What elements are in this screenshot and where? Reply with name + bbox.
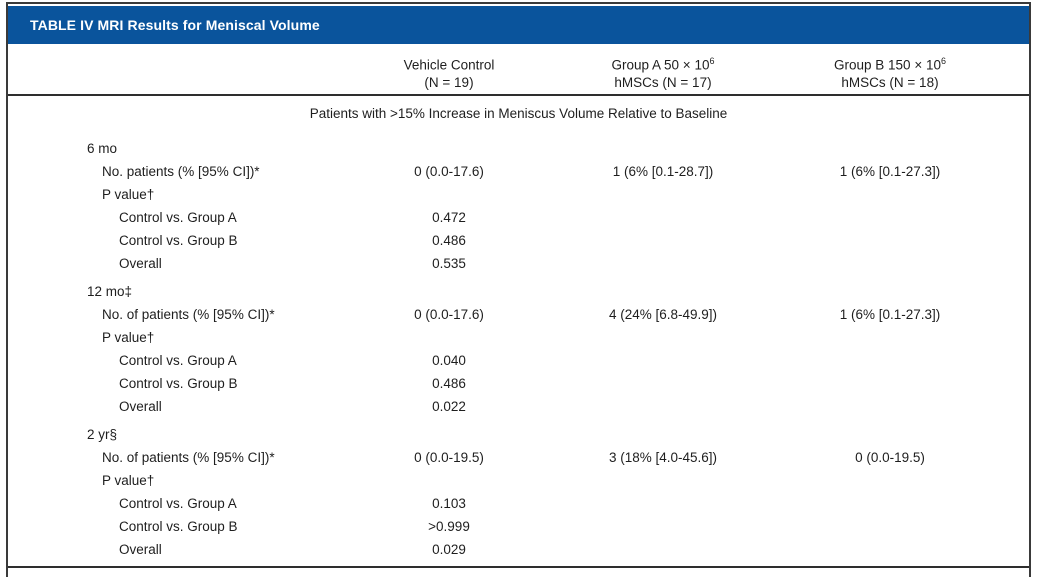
column-header-exponent: 6 <box>940 56 946 66</box>
data-cell: 1 (6% [0.1-27.3]) <box>839 307 941 322</box>
data-cell <box>558 206 768 229</box>
table-row <box>8 515 1029 538</box>
row-label: Control vs. Group B <box>119 376 238 391</box>
data-cell <box>340 137 558 160</box>
data-cell: 4 (24% [6.8-49.9]) <box>608 307 718 322</box>
data-cell <box>768 183 1012 206</box>
table-row <box>8 372 1029 395</box>
column-header-line2: hMSCs (N = 18) <box>841 74 939 90</box>
data-cell <box>768 252 1012 275</box>
data-cell <box>768 229 1012 252</box>
data-cell <box>768 538 1012 561</box>
row-label: Control vs. Group B <box>119 519 238 534</box>
data-cell <box>768 492 1012 515</box>
data-cell <box>558 538 768 561</box>
data-cell: 0.029 <box>432 542 466 557</box>
row-label: 6 mo <box>87 141 118 156</box>
table-subtitle: Patients with >15% Increase in Meniscus Volume Relative to Baseline <box>309 106 728 121</box>
column-header-exponent: 6 <box>709 56 715 66</box>
data-cell: 0.040 <box>432 353 466 368</box>
data-cell: 0.103 <box>432 496 466 511</box>
data-cell: 0.486 <box>432 376 466 391</box>
table-row <box>8 538 1029 561</box>
table-row <box>8 252 1029 275</box>
column-header-group-b <box>768 53 1012 94</box>
table-title: TABLE IV MRI Results for Meniscal Volume <box>30 17 320 33</box>
table-row <box>8 492 1029 515</box>
data-cell <box>558 229 768 252</box>
column-header-line1: Vehicle Control <box>403 57 495 73</box>
table-row <box>8 303 1029 326</box>
row-label: Overall <box>119 399 162 414</box>
row-label: No. of patients (% [95% CI])* <box>102 450 275 465</box>
data-cell <box>768 372 1012 395</box>
data-cell: 0 (0.0-19.5) <box>855 450 925 465</box>
row-label: 2 yr§ <box>87 427 118 442</box>
data-cell: 0 (0.0-19.5) <box>414 450 484 465</box>
data-cell: 3 (18% [4.0-45.6]) <box>608 450 718 465</box>
column-header-spacer <box>8 53 340 94</box>
data-cell <box>768 349 1012 372</box>
table-row <box>8 423 1029 446</box>
table-bottom-rule <box>8 566 1029 568</box>
row-label: Control vs. Group A <box>119 210 237 225</box>
data-cell <box>558 469 768 492</box>
row-label: Overall <box>119 542 162 557</box>
data-cell: 0 (0.0-17.6) <box>414 307 484 322</box>
data-cell: 0.486 <box>432 233 466 248</box>
data-cell <box>768 280 1012 303</box>
data-cell <box>768 326 1012 349</box>
data-cell <box>340 469 558 492</box>
data-cell: >0.999 <box>428 519 470 534</box>
table-row <box>8 326 1029 349</box>
column-header-line2: hMSCs (N = 17) <box>614 74 712 90</box>
data-cell <box>340 280 558 303</box>
table-row <box>8 160 1029 183</box>
data-cell <box>340 326 558 349</box>
data-cell <box>558 423 768 446</box>
table-row <box>8 280 1029 303</box>
row-label: P value† <box>102 187 155 202</box>
table-row <box>8 395 1029 418</box>
row-label: No. patients (% [95% CI])* <box>102 164 260 179</box>
data-cell: 0.472 <box>432 210 466 225</box>
data-cell <box>558 349 768 372</box>
data-cell <box>558 326 768 349</box>
column-header-line1: Group B 150 × 10 <box>834 57 941 73</box>
data-cell <box>768 423 1012 446</box>
data-cell <box>768 137 1012 160</box>
data-cell <box>558 252 768 275</box>
data-cell <box>340 423 558 446</box>
row-label: 12 mo‡ <box>87 284 133 299</box>
data-cell <box>558 280 768 303</box>
data-cell: 0.535 <box>432 256 466 271</box>
column-header-vehicle-control <box>340 53 558 94</box>
data-cell <box>558 137 768 160</box>
row-label: No. of patients (% [95% CI])* <box>102 307 275 322</box>
data-cell: 1 (6% [0.1-27.3]) <box>839 164 941 179</box>
table-row <box>8 206 1029 229</box>
table-row <box>8 446 1029 469</box>
data-cell <box>768 469 1012 492</box>
data-cell <box>768 395 1012 418</box>
row-label: Overall <box>119 256 162 271</box>
table-row <box>8 229 1029 252</box>
data-cell <box>768 206 1012 229</box>
table-title-bar <box>8 6 1029 44</box>
data-cell <box>768 515 1012 538</box>
column-header-group-a <box>558 53 768 94</box>
row-label: P value† <box>102 330 155 345</box>
data-cell: 0 (0.0-17.6) <box>414 164 484 179</box>
data-cell <box>558 492 768 515</box>
table-row <box>8 349 1029 372</box>
row-label: Control vs. Group B <box>119 233 238 248</box>
data-cell <box>558 183 768 206</box>
table-row <box>8 183 1029 206</box>
column-header-line1: Group A 50 × 10 <box>611 57 710 73</box>
table-row <box>8 469 1029 492</box>
table-body <box>8 137 1029 561</box>
data-cell <box>558 372 768 395</box>
data-cell <box>340 183 558 206</box>
data-cell <box>558 515 768 538</box>
row-label: P value† <box>102 473 155 488</box>
mri-results-table <box>6 2 1031 577</box>
column-header-line2: (N = 19) <box>424 74 474 90</box>
data-cell: 0.022 <box>432 399 466 414</box>
row-label: Control vs. Group A <box>119 496 237 511</box>
data-cell <box>558 395 768 418</box>
data-cell: 1 (6% [0.1-28.7]) <box>612 164 714 179</box>
row-label: Control vs. Group A <box>119 353 237 368</box>
column-header-row <box>8 44 1029 96</box>
table-row <box>8 137 1029 160</box>
